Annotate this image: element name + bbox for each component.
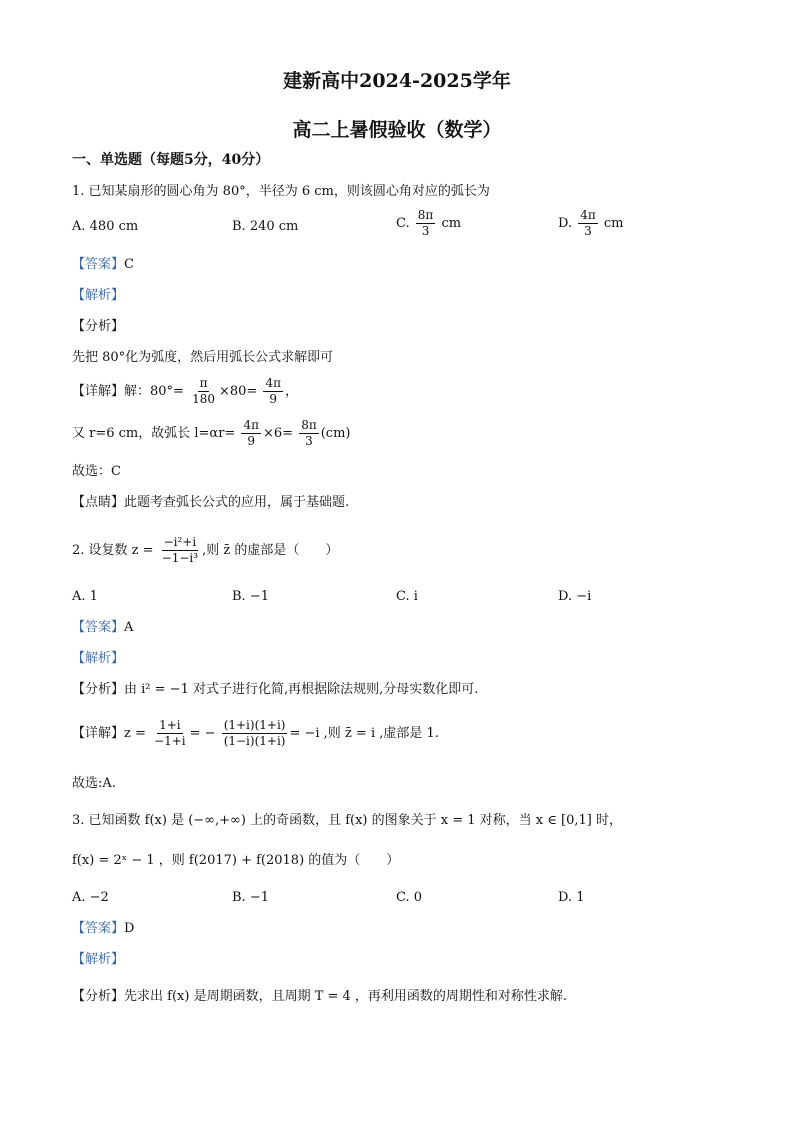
q1-stem: 1. 已知某扇形的圆心角为 80°，半径为 6 cm，则该圆心角对应的弧长为 [72,184,490,199]
q3-option-d: D. 1 [558,890,585,905]
q3-jiexi: 【解析】 [72,952,125,967]
q1-fenxi: 先把 80°化为弧度，然后用弧长公式求解即可 [72,350,334,365]
q1-option-d-fraction: $\frac{4\pi}{3}$ [580,208,596,238]
q1-option-c-label: C. [396,216,410,231]
q3-stem-line2: f(x) = 2ˣ − 1 ，则 f(2017) + f(2018) 的值为（ ） [72,853,400,868]
doc-title-line1: 建新高中2024-2025学年 [283,70,511,92]
q2-fenxi: 【分析】由 i² = −1 对式子进行化简,再根据除法规则,分母实数化即可. [72,682,479,697]
q1-option-b: B. 240 cm [232,219,299,234]
section-heading: 一、单选题（每题5分，40分） [72,152,270,168]
q1-comment: 【点睛】此题考查弧长公式的应用，属于基础题. [72,495,350,510]
q2-option-a: A. 1 [72,589,98,604]
q2-jiexi: 【解析】 [72,651,125,666]
q1-option-c-unit: cm [441,216,462,231]
q1-option-c-fraction: $\frac{8\pi}{3}$ [417,208,434,238]
q3-option-c: C. 0 [396,890,423,905]
q2-detail: 【详解】z = $\frac{1+i}{-1+i}$ = − $\frac{(1+i)(1+i)}{(1-i)(1+i)}$ = −i ,则 z̄ = i ,虚部是 1. [72,718,439,748]
q1-option-d [558,208,624,239]
q2-option-c: C. i [396,589,418,604]
q2-stem: 2. 设复数 z = $\frac{\text{−i²+i}}{\text{−1−i³}}$ ,则 z̄ 的虚部是（ ） [72,535,339,565]
q2-select: 故选:A. [72,776,116,791]
q1-select: 故选：C [72,464,121,479]
q1-option-d-unit: cm [603,216,624,231]
q1-answer: 【答案】C [72,257,134,272]
q3-fenxi: 【分析】先求出 f(x) 是周期函数，且周期 T = 4 ，再利用函数的周期性和对称性求解. [72,989,568,1004]
doc-title-line2: 高二上暑假验收（数学） [292,119,502,141]
q2-option-d: D. −i [558,589,592,604]
q2-option-b: B. −1 [232,589,269,604]
q3-answer: 【答案】D [72,921,135,936]
q2-answer: 【答案】A [72,620,134,635]
q1-option-d-label: D. [558,216,573,231]
q3-stem-line1: 3. 已知函数 f(x) 是 (−∞,+∞) 上的奇函数，且 f(x) 的图象关于 x = 1 对称，当 x ∈ [0,1] 时， [72,813,622,828]
q3-option-a: A. −2 [72,890,109,905]
q3-option-b: B. −1 [232,890,269,905]
q1-option-c [396,208,461,239]
q1-fenxi-tag: 【分析】 [72,319,125,334]
q1-detail-line1: 【详解】解：80°= $\frac{\pi}{180}$ ×80= $\frac{4\pi}{9}$ ， [72,376,299,406]
q1-detail-line2: 又 r=6 cm，故弧长 l=αr= $\frac{4\pi}{9}$ ×6= $\frac{8\pi}{3}$ (cm) [72,418,351,448]
q1-jiexi: 【解析】 [72,288,125,303]
q1-option-a: A. 480 cm [72,219,139,234]
